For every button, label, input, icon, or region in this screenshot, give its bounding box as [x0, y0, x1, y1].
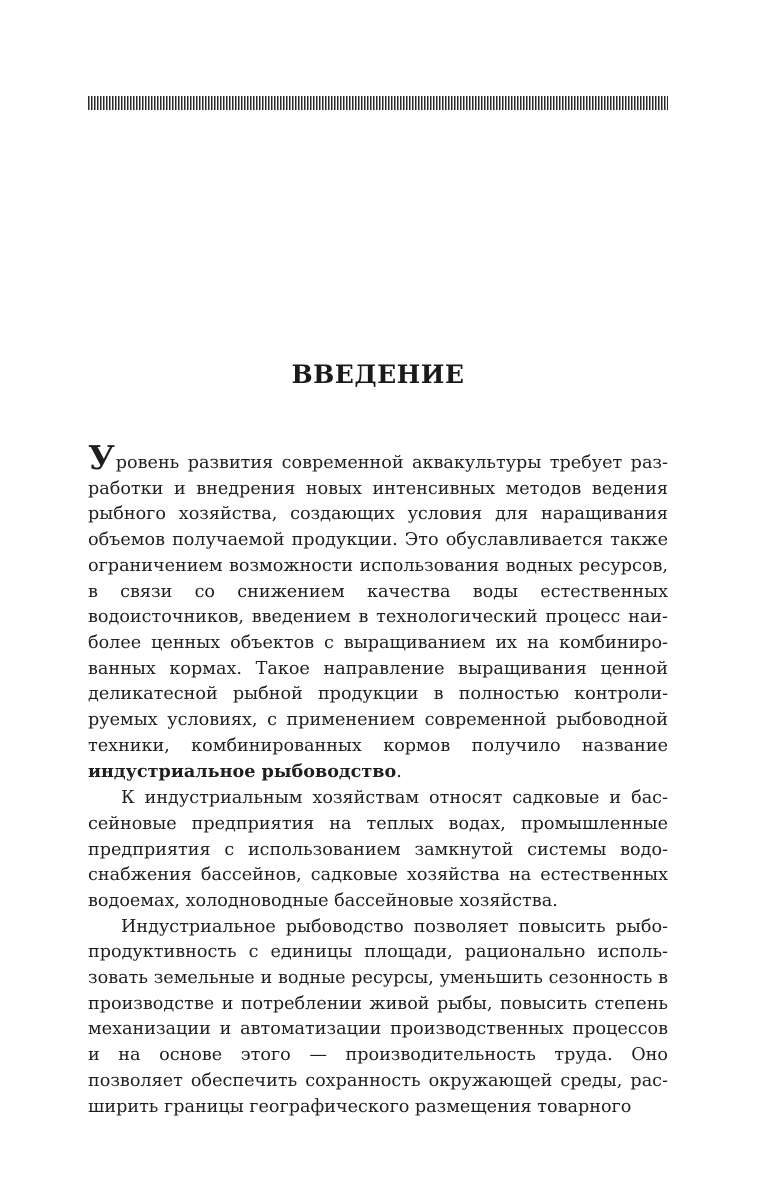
paragraph-2: К индустриальным хозяйствам относят садковые и бассейновые предприятия на теплых водах, промышленные предприятия с использованием замкнутой системы водоснабжения бассейнов, садковые хозяйства на естественных водоемах, холодноводные бассейновые хозяйства. [88, 788, 668, 911]
paragraph-1-tail: . [396, 762, 402, 783]
key-term: индустриальное рыбоводство [88, 761, 397, 783]
body-text [88, 438, 668, 1120]
chapter-title: ВВЕДЕНИЕ [291, 360, 465, 389]
decorative-header-rule [88, 96, 668, 110]
drop-cap: У [88, 438, 115, 477]
paragraph-1-text: ровень развития современной аквакультуры требует разработки и внедрения новых интенсивных методов ведения рыбного хозяйства, создающих условия для наращивания объемов получаемой продукции. Это обуславливается также ограничением возможности использования водных ресурсов, в связи со снижением качества воды естественных водоисточников, введением в технологический процесс наиболее ценных объектов с выращиванием их на комбинированных кормах. Такое направление выращивания ценной деликатесной рыбной продукции в полностью контролируемых условиях, с применением современной рыбоводной техники, комбинированных кормов получило название [88, 453, 668, 756]
paragraph-1 [88, 438, 668, 786]
paragraph-3: Индустриальное рыбоводство позволяет повысить рыбопродуктивность с единицы площади, рационально использовать земельные и водные ресурсы, уменьшить сезонность в производстве и потреблении живой рыбы, повысить степень механизации и автоматизации производственных процессов и на основе этого — производительность труда. Оно позволяет обеспечить сохранность окружающей среды, расширить границы географического размещения товарного [88, 916, 668, 1117]
